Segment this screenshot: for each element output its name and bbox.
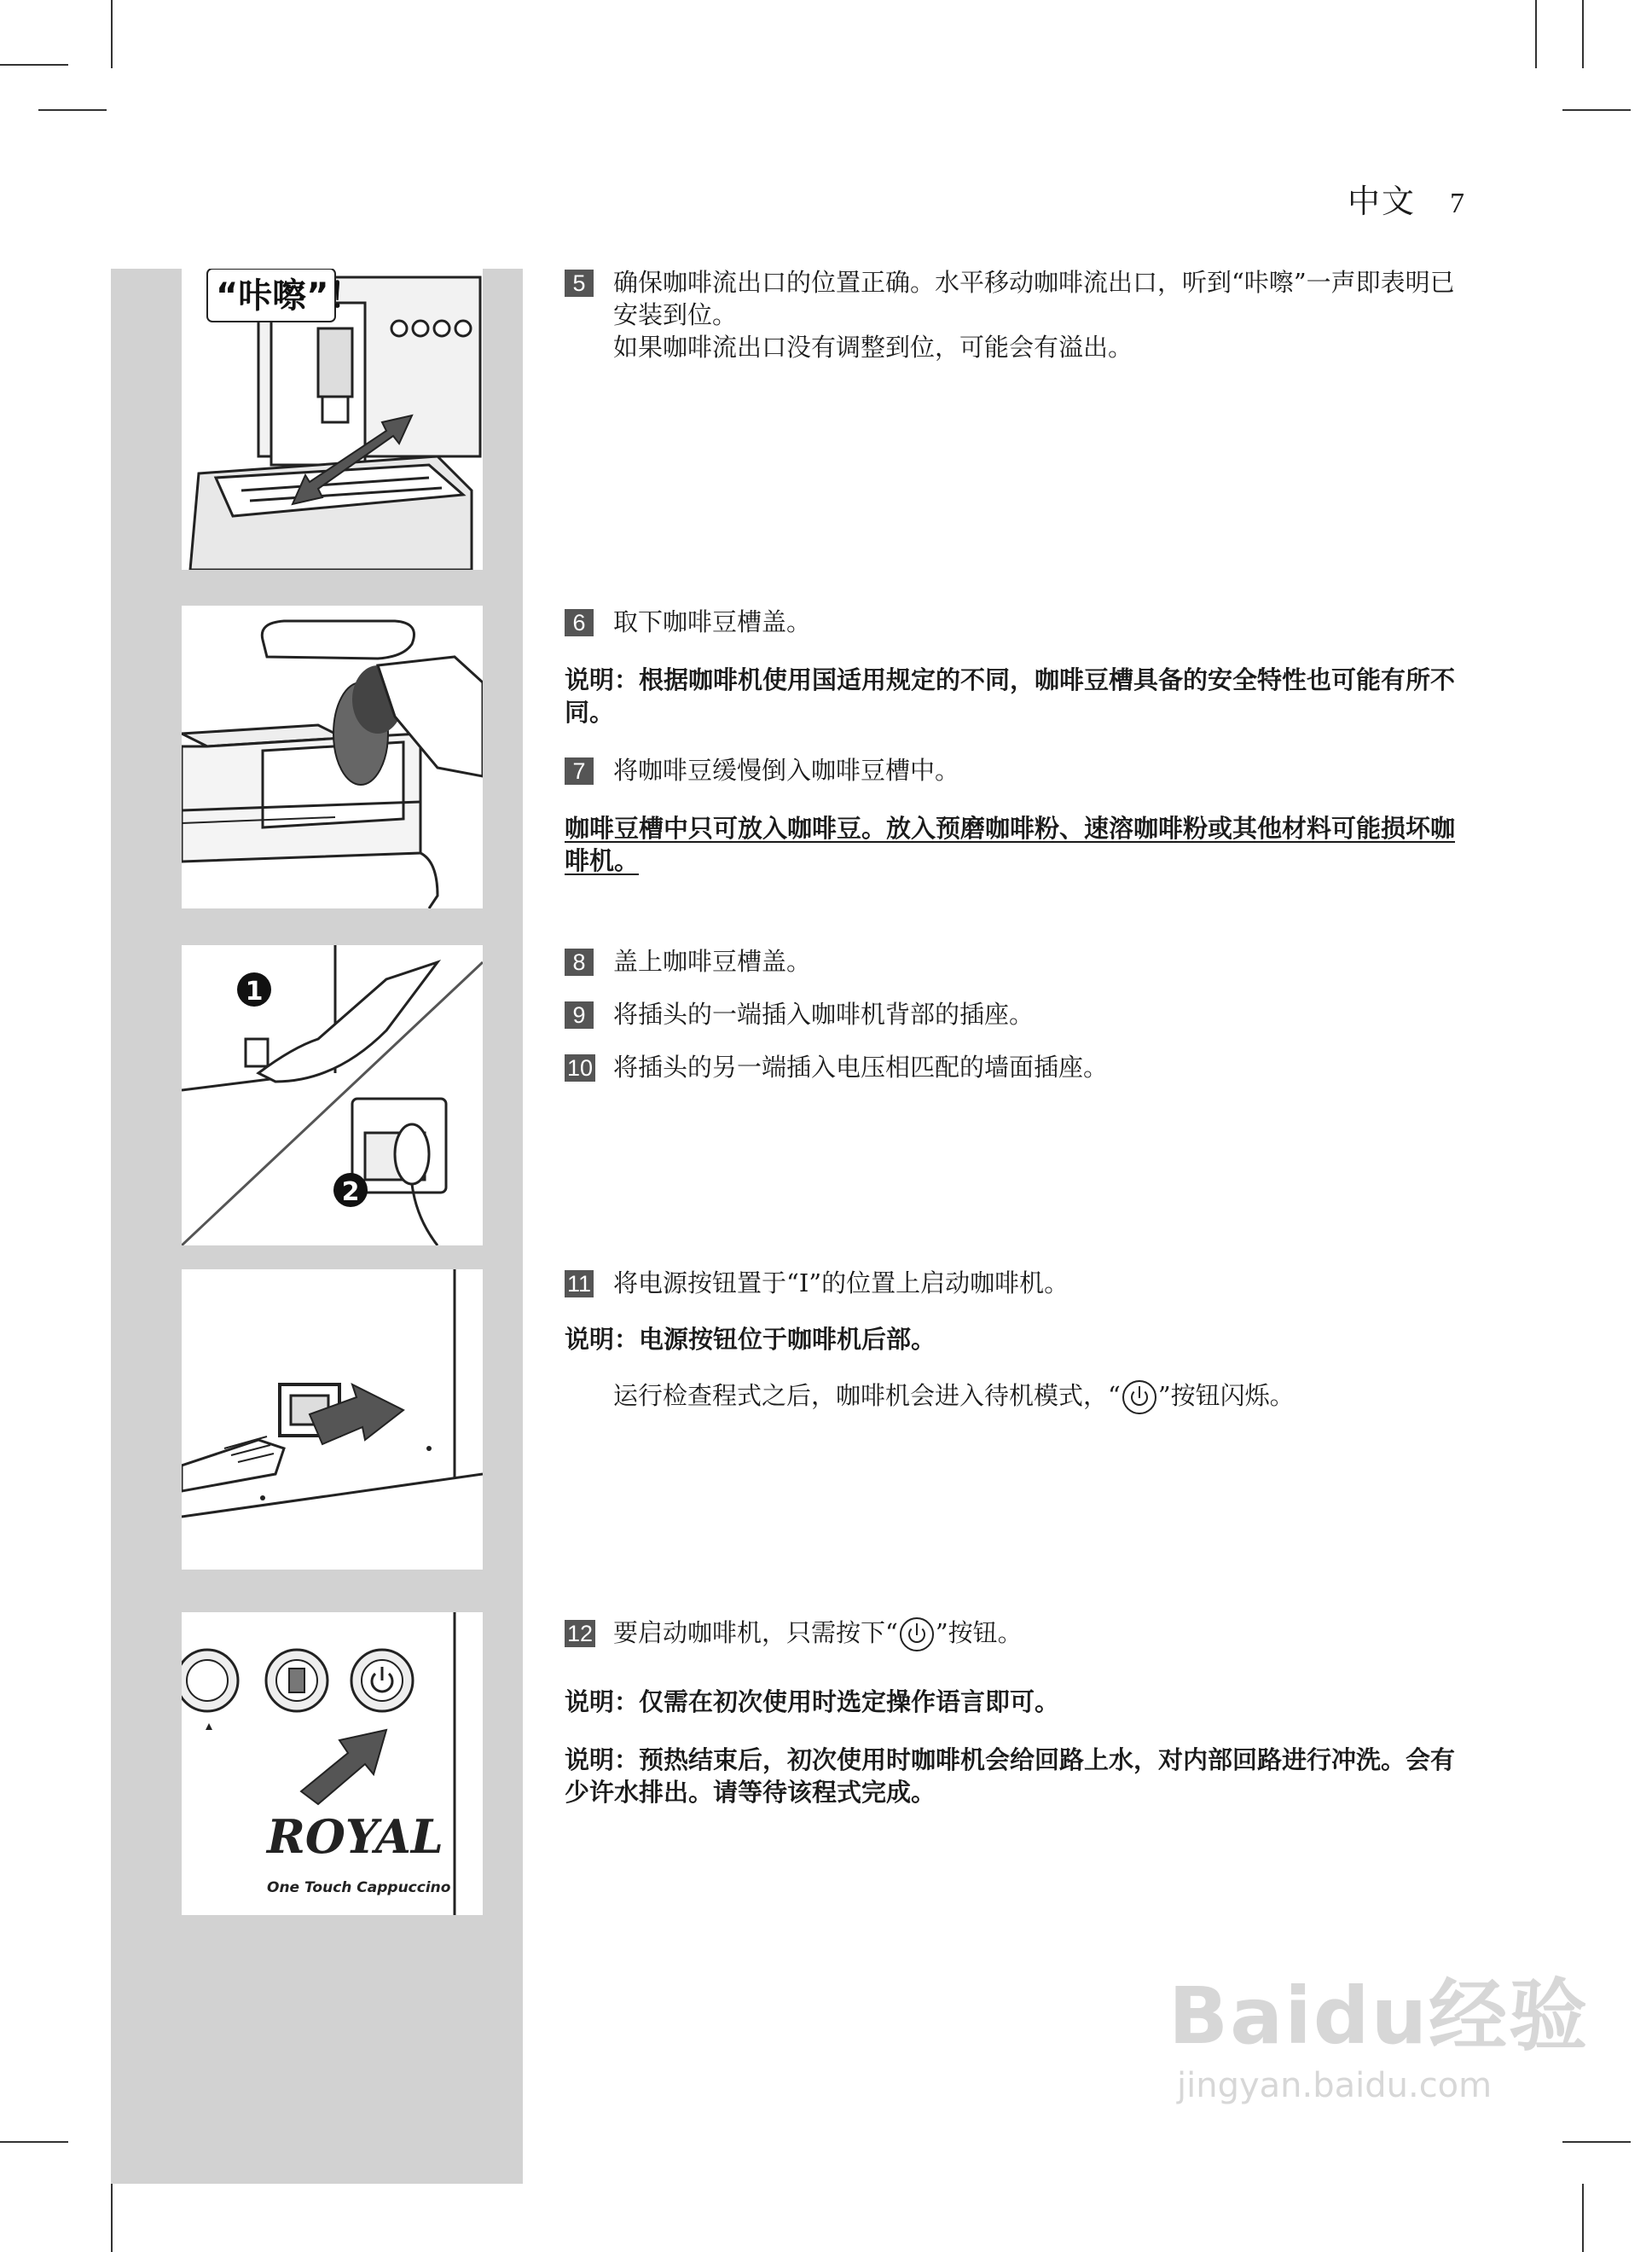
step-number: 11 [565, 1270, 594, 1297]
pointer-arrow [483, 271, 523, 319]
illustration-coffee-spout [182, 269, 483, 570]
illustration-bean-hopper [182, 606, 483, 908]
baidu-watermark [1168, 1953, 1589, 2105]
standby-text-after: ”按钮闪烁。 [1157, 1381, 1295, 1410]
page-header [1348, 175, 1466, 222]
standby-text-before: 运行检查程式之后，咖啡机会进入待机模式，“ [613, 1381, 1121, 1410]
pointer-arrow [483, 1271, 523, 1319]
illustration-power-switch [182, 1269, 483, 1570]
power-icon [900, 1617, 934, 1651]
pointer-arrow [483, 946, 523, 994]
step-5 [565, 266, 1464, 331]
step-circle-two: 2 [341, 1177, 360, 1207]
crop-mark [1535, 0, 1537, 68]
step-6 [565, 606, 1464, 638]
step-12-before: 要启动咖啡机，只需按下“ [613, 1618, 898, 1647]
step-9 [565, 998, 1464, 1030]
crop-mark [1562, 109, 1631, 111]
step-number: 6 [565, 609, 594, 636]
step-text: 将电源按钮置于“I”的位置上启动咖啡机。 [613, 1268, 1069, 1297]
step-6-block [565, 606, 1464, 877]
step-number: 10 [565, 1054, 595, 1082]
step-text: 将咖啡豆缓慢倒入咖啡豆槽中。 [613, 756, 960, 785]
step-12-block [565, 1616, 1464, 1808]
crop-mark [1582, 0, 1584, 68]
crop-mark [1582, 2184, 1584, 2252]
step-text: 确保咖啡流出口的位置正确。水平移动咖啡流出口，听到“咔嚓”一声即表明已安装到位。 [613, 268, 1455, 329]
watermark-logo: Baidu经验 [1168, 1970, 1590, 2062]
crop-mark [111, 2184, 113, 2252]
step-10 [565, 1051, 1464, 1083]
warning-7: 咖啡豆槽中只可放入咖啡豆。放入预磨咖啡粉、速溶咖啡粉或其他材料可能损坏咖啡机。 [565, 814, 1456, 875]
step-text: 取下咖啡豆槽盖。 [613, 607, 812, 636]
step-text: 盖上咖啡豆槽盖。 [613, 947, 812, 976]
language-label: 中文 [1347, 183, 1416, 220]
step-11 [565, 1267, 1464, 1299]
crop-mark [0, 2141, 68, 2143]
step-text: 将插头的一端插入咖啡机背部的插座。 [613, 1000, 1035, 1029]
step-8-block [565, 945, 1464, 1083]
note-12b: 说明：预热结束后，初次使用时咖啡机会给回路上水，对内部回路进行冲洗。会有少许水排出。请等待该程式完成。 [565, 1745, 1456, 1807]
page-number: 7 [1450, 188, 1466, 219]
note-12a: 说明：仅需在初次使用时选定操作语言即可。 [565, 1687, 1060, 1716]
step-8 [565, 945, 1464, 978]
step-number: 9 [565, 1001, 594, 1029]
crop-mark [38, 109, 107, 111]
watermark-url: jingyan.baidu.com [1177, 2066, 1493, 2105]
step-12 [565, 1616, 1464, 1651]
step-12-after: ”按钮。 [935, 1618, 1023, 1647]
pointer-arrow [483, 1062, 523, 1110]
click-label: “咔嚓”！ [216, 276, 363, 316]
crop-mark [111, 0, 113, 68]
step-number: 8 [565, 949, 594, 976]
note-6: 说明：根据咖啡机使用国适用规定的不同，咖啡豆槽具备的安全特性也可能有所不同。 [565, 665, 1456, 727]
step-11-block [565, 1267, 1464, 1414]
note-11: 说明：电源按钮位于咖啡机后部。 [565, 1325, 936, 1354]
illustration-power-plug [182, 945, 483, 1245]
step-number: 12 [565, 1620, 595, 1647]
pointer-arrow [483, 608, 523, 656]
crop-mark [0, 64, 68, 66]
step-text: 将插头的另一端插入电压相匹配的墙面插座。 [613, 1053, 1109, 1082]
step-number: 7 [565, 757, 594, 785]
step-circle-one: 1 [245, 977, 264, 1007]
brand-tagline: One Touch Cappuccino [267, 1879, 451, 1896]
step-5-block [565, 266, 1464, 363]
crop-mark [1562, 2141, 1631, 2143]
power-icon [1122, 1380, 1156, 1414]
pointer-arrow [483, 1615, 523, 1663]
standby-text [565, 1379, 1464, 1414]
brand-logo: ROYAL [267, 1809, 443, 1864]
step-5-extra: 如果咖啡流出口没有调整到位，可能会有溢出。 [613, 333, 1133, 362]
illustration-control-panel [182, 1612, 483, 1915]
step-7 [565, 754, 1464, 786]
step-number: 5 [565, 270, 594, 297]
